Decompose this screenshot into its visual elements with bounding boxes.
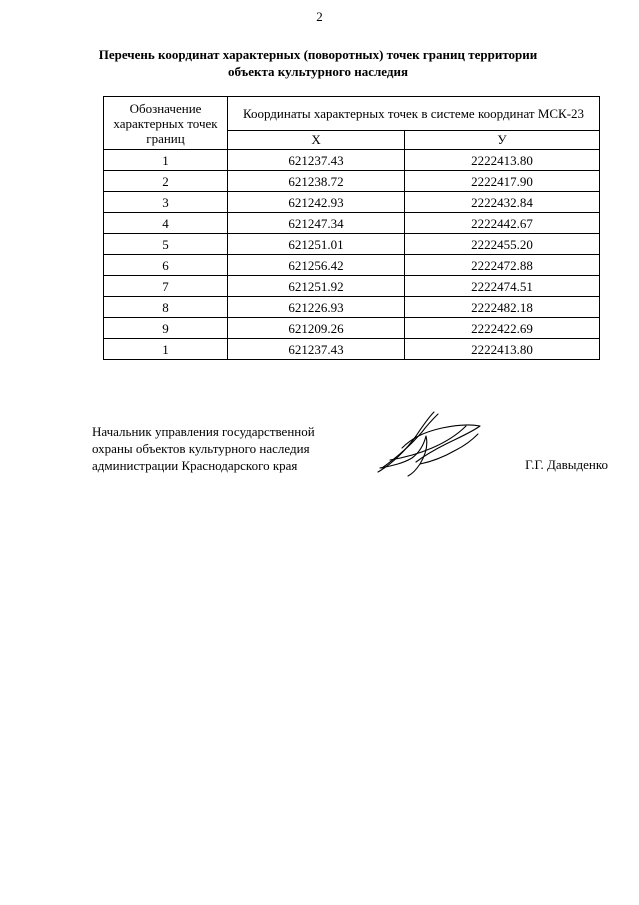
table-row	[104, 150, 600, 171]
table-row	[104, 297, 600, 318]
table-row	[104, 276, 600, 297]
cell-y: 2222413.80	[405, 150, 600, 171]
cell-y: 2222472.88	[405, 255, 600, 276]
title-line-2: объекта культурного наследия	[228, 64, 408, 79]
cell-y: 2222474.51	[405, 276, 600, 297]
handwritten-signature	[372, 408, 484, 478]
cell-y: 2222455.20	[405, 234, 600, 255]
cell-point: 9	[104, 318, 228, 339]
cell-point: 2	[104, 171, 228, 192]
table-row	[104, 234, 600, 255]
signatory-line-3: администрации Краснодарского края	[92, 458, 298, 473]
cell-point: 7	[104, 276, 228, 297]
cell-x: 621242.93	[228, 192, 405, 213]
cell-point: 8	[104, 297, 228, 318]
document-title	[84, 46, 552, 80]
table-row	[104, 255, 600, 276]
title-line-1: Перечень координат характерных (поворотных) точек границ территории	[98, 47, 538, 62]
cell-x: 621247.34	[228, 213, 405, 234]
signatory-line-1: Начальник управления государственной	[92, 424, 315, 439]
cell-x: 621238.72	[228, 171, 405, 192]
cell-y: 2222482.18	[405, 297, 600, 318]
table-row	[104, 213, 600, 234]
cell-point: 1	[104, 339, 228, 360]
header-coordinates-group: Координаты характерных точек в системе координат МСК-23	[228, 97, 600, 131]
cell-x: 621251.01	[228, 234, 405, 255]
cell-point: 4	[104, 213, 228, 234]
cell-point: 3	[104, 192, 228, 213]
page-number: 2	[316, 9, 323, 24]
coordinates-table	[103, 96, 600, 360]
header-y: У	[405, 130, 600, 149]
cell-x: 621209.26	[228, 318, 405, 339]
cell-y: 2222432.84	[405, 192, 600, 213]
cell-y: 2222442.67	[405, 213, 600, 234]
cell-point: 5	[104, 234, 228, 255]
table-row	[104, 192, 600, 213]
signatory-position	[92, 423, 392, 474]
cell-x: 621237.43	[228, 150, 405, 171]
cell-y: 2222413.80	[405, 339, 600, 360]
table-row	[104, 171, 600, 192]
signatory-line-2: охраны объектов культурного наследия	[92, 441, 310, 456]
cell-point: 1	[104, 150, 228, 171]
signatory-name: Г.Г. Давыденко	[525, 457, 608, 472]
table-row	[104, 339, 600, 360]
cell-y: 2222417.90	[405, 171, 600, 192]
header-x: X	[228, 130, 405, 149]
table-row	[104, 318, 600, 339]
cell-y: 2222422.69	[405, 318, 600, 339]
cell-x: 621251.92	[228, 276, 405, 297]
cell-x: 621226.93	[228, 297, 405, 318]
header-point-designation: Обозначение характерных точек границ	[104, 97, 228, 150]
cell-point: 6	[104, 255, 228, 276]
cell-x: 621256.42	[228, 255, 405, 276]
cell-x: 621237.43	[228, 339, 405, 360]
